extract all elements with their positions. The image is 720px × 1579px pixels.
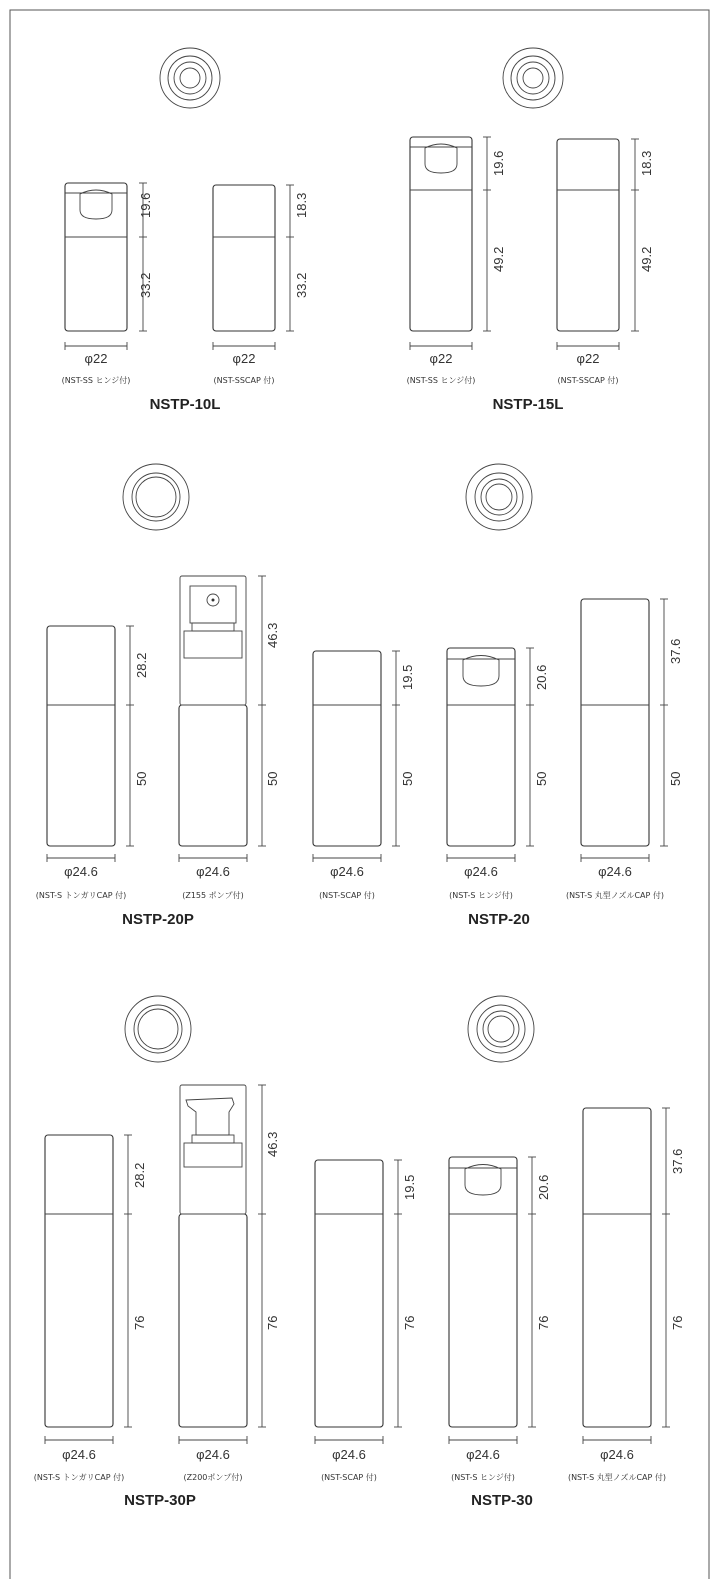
dim-body-height: 76 (670, 1315, 685, 1330)
dim-cap-height: 37.6 (670, 1148, 685, 1174)
model-label: NSTP-20P (122, 911, 194, 928)
dim-body-height: 49.2 (639, 246, 654, 272)
dim-body-height: 76 (265, 1315, 280, 1330)
dim-body-height: 50 (400, 771, 415, 786)
top-view-nstp-30p (125, 996, 191, 1062)
dim-diameter: φ24.6 (598, 864, 632, 879)
bottle-note: (NST-S 丸型ノズルCAP 付) (565, 891, 665, 900)
bottle-note: (NST-SSCAP 付) (557, 376, 619, 385)
dim-pump-height: 46.3 (265, 622, 280, 648)
top-view-nstp-10l (160, 48, 220, 108)
dim-diameter: φ24.6 (464, 864, 498, 879)
bottle-note: (NST-S トンガリCAP 付) (35, 891, 127, 900)
bottle-note: (NST-SCAP 付) (319, 891, 375, 900)
bottle-nstp-15l-hinge (410, 137, 491, 350)
dim-cap-height: 28.2 (134, 652, 149, 678)
bottle-nstp-20p-pump (179, 576, 266, 862)
dim-body-height: 76 (132, 1315, 147, 1330)
dim-diameter: φ24.6 (600, 1447, 634, 1462)
bottle-nstp-30p-pump (179, 1085, 266, 1444)
model-label: NSTP-30P (124, 1492, 196, 1509)
top-view-nstp-30 (468, 996, 534, 1062)
top-view-nstp-20 (466, 464, 532, 530)
bottle-note: (Z200ポンプ付) (183, 1473, 243, 1482)
dim-cap-height: 19.6 (491, 150, 506, 176)
bottle-nstp-30-hinge (449, 1157, 536, 1444)
dim-diameter: φ24.6 (196, 864, 230, 879)
bottle-nstp-10l-hinge (65, 183, 147, 350)
dim-diameter: φ22 (232, 351, 256, 366)
dim-cap-height: 28.2 (132, 1162, 147, 1188)
dim-diameter: φ24.6 (332, 1447, 366, 1462)
bottle-nstp-15l-cap (557, 139, 639, 350)
bottle-note: (NST-SS ヒンジ付) (406, 376, 476, 385)
bottle-note: (Z155 ポンプ付) (182, 891, 244, 900)
top-view-nstp-20p (123, 464, 189, 530)
model-label: NSTP-15L (492, 396, 564, 413)
dim-cap-height: 37.6 (668, 638, 683, 664)
bottle-nstp-30-cap (315, 1160, 402, 1444)
dim-pump-height: 46.3 (265, 1131, 280, 1157)
dim-diameter: φ22 (429, 351, 453, 366)
model-label: NSTP-10L (149, 396, 221, 413)
dim-diameter: φ24.6 (196, 1447, 230, 1462)
dim-diameter: φ22 (84, 351, 108, 366)
dim-diameter: φ22 (576, 351, 600, 366)
dim-diameter: φ24.6 (466, 1447, 500, 1462)
bottle-nstp-20-nozzle-cap (581, 599, 668, 862)
bottle-note: (NST-S ヒンジ付) (451, 1473, 515, 1482)
bottle-nstp-10l-cap (213, 185, 294, 350)
dim-body-height: 50 (134, 771, 149, 786)
dim-body-height: 76 (536, 1315, 551, 1330)
bottle-note: (NST-S 丸型ノズルCAP 付) (567, 1473, 667, 1482)
dim-body-height: 50 (668, 771, 683, 786)
bottle-nstp-30-nozzle-cap (583, 1108, 670, 1444)
bottle-note: (NST-SS ヒンジ付) (61, 376, 131, 385)
bottle-note: (NST-SCAP 付) (321, 1473, 377, 1482)
bottle-nstp-30p-pointed-cap (45, 1135, 132, 1444)
dim-diameter: φ24.6 (330, 864, 364, 879)
bottle-nstp-20-cap (313, 651, 400, 862)
dim-body-height: 50 (265, 771, 280, 786)
dim-cap-height: 19.5 (402, 1174, 417, 1200)
dim-cap-height: 19.6 (138, 192, 153, 218)
bottle-note: (NST-SSCAP 付) (213, 376, 275, 385)
dim-body-height: 50 (534, 771, 549, 786)
dim-cap-height: 20.6 (534, 664, 549, 690)
dim-cap-height: 18.3 (639, 150, 654, 176)
dim-cap-height: 19.5 (400, 664, 415, 690)
dim-cap-height: 18.3 (294, 192, 309, 218)
top-view-nstp-15l (503, 48, 563, 108)
bottle-nstp-20-hinge (447, 648, 534, 862)
model-label: NSTP-20 (468, 911, 530, 928)
bottle-nstp-20p-pointed-cap (47, 626, 134, 862)
bottle-note: (NST-S トンガリCAP 付) (33, 1473, 125, 1482)
dim-body-height: 76 (402, 1315, 417, 1330)
dim-body-height: 49.2 (491, 246, 506, 272)
dim-body-height: 33.2 (294, 272, 309, 298)
model-label: NSTP-30 (471, 1492, 533, 1509)
dim-diameter: φ24.6 (62, 1447, 96, 1462)
dim-cap-height: 20.6 (536, 1174, 551, 1200)
dim-body-height: 33.2 (138, 272, 153, 298)
bottle-note: (NST-S ヒンジ付) (449, 891, 513, 900)
dim-diameter: φ24.6 (64, 864, 98, 879)
